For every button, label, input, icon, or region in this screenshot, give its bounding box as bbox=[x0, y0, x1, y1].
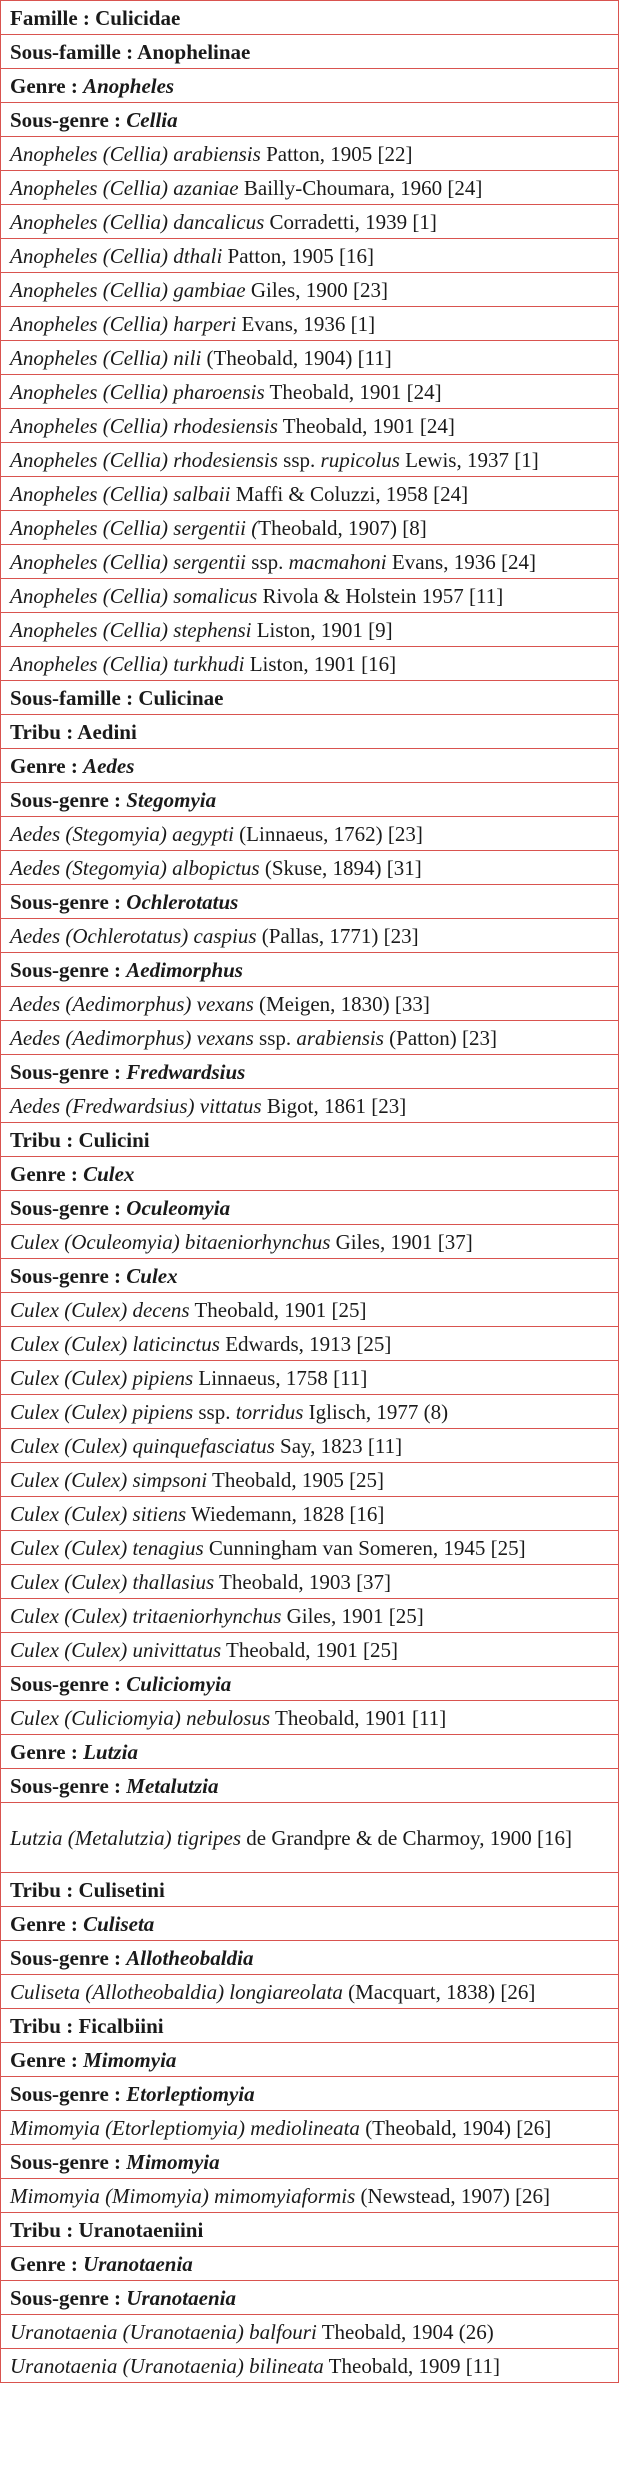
scientific-name: Aedes (Aedimorphus) vexans bbox=[10, 1025, 254, 1050]
taxon-header-cell bbox=[1, 1667, 619, 1701]
authority-citation: Wiedemann, 1828 [16] bbox=[186, 1501, 385, 1526]
authority-citation: de Grandpre & de Charmoy, 1900 [16] bbox=[241, 1825, 573, 1850]
authority-citation: Giles, 1901 [25] bbox=[281, 1603, 424, 1628]
species-cell bbox=[1, 2111, 619, 2145]
taxon-rank-label: Sous-genre : bbox=[10, 787, 127, 812]
species-row bbox=[1, 1599, 619, 1633]
scientific-name: Culex (Culex) decens bbox=[10, 1297, 190, 1322]
authority-citation: Theobald, 1901 [25] bbox=[221, 1637, 399, 1662]
scientific-name: Culex (Culex) tritaeniorhynchus bbox=[10, 1603, 282, 1628]
species-cell bbox=[1, 2179, 619, 2213]
taxon-header-cell bbox=[1, 1191, 619, 1225]
taxon-name: Etorleptiomyia bbox=[126, 2081, 255, 2106]
species-row bbox=[1, 511, 619, 545]
species-row bbox=[1, 137, 619, 171]
authority-citation: (Newstead, 1907) [26] bbox=[355, 2183, 551, 2208]
scientific-name: Anopheles (Cellia) dthali bbox=[10, 243, 223, 268]
taxon-header-cell bbox=[1, 2009, 619, 2043]
taxon-name: Culiseta bbox=[83, 1911, 155, 1936]
taxon-name: Aedimorphus bbox=[126, 957, 243, 982]
species-cell bbox=[1, 1395, 619, 1429]
taxon-rank-label: Tribu : Aedini bbox=[10, 719, 137, 744]
authority-citation: Theobald, 1903 [37] bbox=[214, 1569, 392, 1594]
species-row bbox=[1, 307, 619, 341]
taxon-rank-label: Sous-genre : bbox=[10, 1195, 127, 1220]
species-row bbox=[1, 1463, 619, 1497]
scientific-name: Uranotaenia (Uranotaenia) bilineata bbox=[10, 2353, 324, 2378]
authority-citation: Linnaeus, 1758 [11] bbox=[193, 1365, 368, 1390]
scientific-name: Anopheles (Cellia) stephensi bbox=[10, 617, 252, 642]
taxon-rank-label: Genre : bbox=[10, 1739, 84, 1764]
taxon-rank-label: Sous-genre : bbox=[10, 1945, 127, 1970]
taxon-rank-label: Genre : bbox=[10, 73, 84, 98]
species-cell bbox=[1, 1293, 619, 1327]
taxon-rank-label: Tribu : Ficalbiini bbox=[10, 2013, 164, 2038]
species-cell bbox=[1, 205, 619, 239]
species-row bbox=[1, 1395, 619, 1429]
taxon-header-row bbox=[1, 1735, 619, 1769]
taxon-header-cell bbox=[1, 2281, 619, 2315]
taxon-name: Culiciomyia bbox=[126, 1671, 232, 1696]
authority-citation: ssp. bbox=[253, 1025, 297, 1050]
taxon-header-cell bbox=[1, 2043, 619, 2077]
scientific-name: Culex (Culex) tenagius bbox=[10, 1535, 204, 1560]
species-cell bbox=[1, 375, 619, 409]
authority-citation: (Pallas, 1771) [23] bbox=[256, 923, 419, 948]
taxon-header-row bbox=[1, 103, 619, 137]
scientific-name: Culex (Culex) pipiens bbox=[10, 1365, 194, 1390]
taxon-name: Anopheles bbox=[83, 73, 175, 98]
species-row bbox=[1, 1429, 619, 1463]
scientific-name: Anopheles (Cellia) harperi bbox=[10, 311, 237, 336]
taxon-header-row bbox=[1, 1941, 619, 1975]
taxon-header-cell bbox=[1, 681, 619, 715]
taxon-rank-label: Sous-genre : bbox=[10, 1059, 127, 1084]
species-row bbox=[1, 1701, 619, 1735]
taxon-header-row bbox=[1, 783, 619, 817]
scientific-name: Aedes (Stegomyia) albopictus bbox=[10, 855, 260, 880]
taxon-header-row bbox=[1, 2043, 619, 2077]
authority-citation: Bigot, 1861 [23] bbox=[261, 1093, 407, 1118]
taxon-header-cell bbox=[1, 1907, 619, 1941]
taxon-header-cell bbox=[1, 715, 619, 749]
scientific-name: Anopheles (Cellia) sergentii bbox=[10, 549, 247, 574]
taxon-header-row bbox=[1, 715, 619, 749]
scientific-name: Anopheles (Cellia) salbaii bbox=[10, 481, 231, 506]
taxon-name: Fredwardsius bbox=[126, 1059, 246, 1084]
species-cell bbox=[1, 647, 619, 681]
species-cell bbox=[1, 1599, 619, 1633]
taxon-header-cell bbox=[1, 1735, 619, 1769]
authority-citation: Theobald, 1907) [8] bbox=[258, 515, 427, 540]
species-row bbox=[1, 2349, 619, 2383]
species-row bbox=[1, 1089, 619, 1123]
scientific-name: Lutzia (Metalutzia) tigripes bbox=[10, 1825, 241, 1850]
taxon-rank-label: Sous-genre : bbox=[10, 889, 127, 914]
authority-citation: Theobald, 1904 (26) bbox=[316, 2319, 494, 2344]
species-cell bbox=[1, 987, 619, 1021]
taxon-name: Oculeomyia bbox=[126, 1195, 231, 1220]
species-row bbox=[1, 987, 619, 1021]
species-row bbox=[1, 409, 619, 443]
scientific-name: Anopheles (Cellia) pharoensis bbox=[10, 379, 265, 404]
taxon-rank-label: Sous-genre : bbox=[10, 1671, 127, 1696]
scientific-name: Anopheles (Cellia) azaniae bbox=[10, 175, 239, 200]
scientific-name: Mimomyia (Mimomyia) mimomyiaformis bbox=[10, 2183, 356, 2208]
taxon-header-row bbox=[1, 2009, 619, 2043]
species-row bbox=[1, 171, 619, 205]
scientific-name: Culex (Culiciomyia) nebulosus bbox=[10, 1705, 271, 1730]
authority-citation: Say, 1823 [11] bbox=[274, 1433, 403, 1458]
taxon-header-cell bbox=[1, 1157, 619, 1191]
authority-citation: Corradetti, 1939 [1] bbox=[264, 209, 437, 234]
taxon-header-cell bbox=[1, 749, 619, 783]
taxon-header-cell bbox=[1, 1873, 619, 1907]
authority-citation: ssp. bbox=[193, 1399, 236, 1424]
authority-citation: ssp. bbox=[277, 447, 321, 472]
species-row bbox=[1, 2179, 619, 2213]
taxon-header-row bbox=[1, 1667, 619, 1701]
scientific-name: Culex (Culex) pipiens bbox=[10, 1399, 194, 1424]
scientific-name: Aedes (Fredwardsius) vittatus bbox=[10, 1093, 262, 1118]
authority-citation: Bailly-Choumara, 1960 [24] bbox=[238, 175, 483, 200]
taxon-rank-label: Genre : bbox=[10, 1911, 84, 1936]
scientific-name: arabiensis bbox=[296, 1025, 384, 1050]
authority-citation: Theobald, 1909 [11] bbox=[323, 2353, 500, 2378]
scientific-name: Mimomyia (Etorleptiomyia) mediolineata bbox=[10, 2115, 360, 2140]
species-cell bbox=[1, 1633, 619, 1667]
species-cell bbox=[1, 137, 619, 171]
taxon-name: Cellia bbox=[126, 107, 178, 132]
species-row bbox=[1, 477, 619, 511]
species-cell bbox=[1, 443, 619, 477]
taxon-name: Mimomyia bbox=[83, 2047, 177, 2072]
authority-citation: (Macquart, 1838) [26] bbox=[342, 1979, 536, 2004]
species-cell bbox=[1, 1225, 619, 1259]
species-cell bbox=[1, 307, 619, 341]
scientific-name: Culex (Culex) thallasius bbox=[10, 1569, 215, 1594]
taxon-name: Ochlerotatus bbox=[126, 889, 239, 914]
taxon-rank-label: Sous-famille : Culicinae bbox=[10, 685, 224, 710]
species-row bbox=[1, 2315, 619, 2349]
scientific-name: Culex (Oculeomyia) bitaeniorhynchus bbox=[10, 1229, 331, 1254]
species-cell bbox=[1, 171, 619, 205]
taxon-header-row bbox=[1, 1055, 619, 1089]
species-row bbox=[1, 1293, 619, 1327]
taxon-rank-label: Sous-genre : bbox=[10, 2081, 127, 2106]
taxon-rank-label: Genre : bbox=[10, 753, 84, 778]
taxon-header-cell bbox=[1, 2145, 619, 2179]
scientific-name: Anopheles (Cellia) gambiae bbox=[10, 277, 246, 302]
taxon-header-row bbox=[1, 681, 619, 715]
taxon-header-cell bbox=[1, 2247, 619, 2281]
authority-citation: Giles, 1900 [23] bbox=[245, 277, 388, 302]
species-cell bbox=[1, 1463, 619, 1497]
species-row bbox=[1, 1225, 619, 1259]
authority-citation: Rivola & Holstein 1957 [11] bbox=[257, 583, 504, 608]
authority-citation: Cunningham van Someren, 1945 [25] bbox=[203, 1535, 526, 1560]
species-cell bbox=[1, 1021, 619, 1055]
species-cell bbox=[1, 511, 619, 545]
scientific-name: Culex (Culex) laticinctus bbox=[10, 1331, 220, 1356]
taxon-rank-label: Tribu : Culicini bbox=[10, 1127, 150, 1152]
scientific-name: Culiseta (Allotheobaldia) longiareolata bbox=[10, 1979, 343, 2004]
taxon-header-cell bbox=[1, 953, 619, 987]
taxon-header-cell bbox=[1, 103, 619, 137]
species-cell bbox=[1, 1429, 619, 1463]
authority-citation: Giles, 1901 [37] bbox=[330, 1229, 473, 1254]
scientific-name: Culex (Culex) sitiens bbox=[10, 1501, 187, 1526]
taxon-rank-label: Genre : bbox=[10, 2047, 84, 2072]
species-cell bbox=[1, 239, 619, 273]
species-row bbox=[1, 851, 619, 885]
taxon-header-cell bbox=[1, 35, 619, 69]
taxon-header-row bbox=[1, 69, 619, 103]
taxon-header-cell bbox=[1, 2213, 619, 2247]
taxon-header-row bbox=[1, 953, 619, 987]
authority-citation: Patton, 1905 [16] bbox=[222, 243, 374, 268]
species-cell bbox=[1, 579, 619, 613]
taxon-header-row bbox=[1, 1191, 619, 1225]
species-row bbox=[1, 817, 619, 851]
species-cell bbox=[1, 1701, 619, 1735]
taxon-rank-label: Famille : Culicidae bbox=[10, 5, 181, 30]
species-cell bbox=[1, 1497, 619, 1531]
scientific-name: Anopheles (Cellia) somalicus bbox=[10, 583, 258, 608]
taxon-header-cell bbox=[1, 1769, 619, 1803]
authority-citation: Edwards, 1913 [25] bbox=[219, 1331, 392, 1356]
species-row bbox=[1, 1531, 619, 1565]
species-row bbox=[1, 1975, 619, 2009]
taxon-rank-label: Sous-genre : bbox=[10, 1263, 127, 1288]
authority-citation: Evans, 1936 [24] bbox=[386, 549, 536, 574]
taxon-header-row bbox=[1, 2213, 619, 2247]
species-row bbox=[1, 579, 619, 613]
taxon-name: Mimomyia bbox=[126, 2149, 220, 2174]
species-row bbox=[1, 375, 619, 409]
species-cell bbox=[1, 1565, 619, 1599]
taxon-header-cell bbox=[1, 69, 619, 103]
scientific-name: Anopheles (Cellia) rhodesiensis bbox=[10, 413, 278, 438]
taxon-name: Uranotaenia bbox=[83, 2251, 193, 2276]
species-row bbox=[1, 613, 619, 647]
species-row bbox=[1, 1633, 619, 1667]
taxon-header-row bbox=[1, 1, 619, 35]
taxon-header-row bbox=[1, 35, 619, 69]
taxon-name: Stegomyia bbox=[126, 787, 217, 812]
species-row bbox=[1, 1021, 619, 1055]
species-cell bbox=[1, 1327, 619, 1361]
authority-citation: (Patton) [23] bbox=[383, 1025, 498, 1050]
species-cell bbox=[1, 919, 619, 953]
authority-citation: Lewis, 1937 [1] bbox=[399, 447, 539, 472]
species-row bbox=[1, 919, 619, 953]
authority-citation: Theobald, 1901 [24] bbox=[264, 379, 442, 404]
taxon-header-row bbox=[1, 1157, 619, 1191]
taxon-rank-label: Sous-genre : bbox=[10, 957, 127, 982]
scientific-name: Uranotaenia (Uranotaenia) balfouri bbox=[10, 2319, 317, 2344]
authority-citation: Theobald, 1905 [25] bbox=[207, 1467, 385, 1492]
species-row bbox=[1, 2111, 619, 2145]
taxon-name: Uranotaenia bbox=[126, 2285, 236, 2310]
authority-citation: (Linnaeus, 1762) [23] bbox=[233, 821, 423, 846]
taxon-rank-label: Sous-genre : bbox=[10, 2285, 127, 2310]
taxon-header-cell bbox=[1, 1, 619, 35]
scientific-name: Aedes (Aedimorphus) vexans bbox=[10, 991, 254, 1016]
scientific-name: macmahoni bbox=[288, 549, 387, 574]
taxon-rank-label: Sous-famille : Anophelinae bbox=[10, 39, 251, 64]
taxon-name: Metalutzia bbox=[126, 1773, 219, 1798]
taxon-rank-label: Sous-genre : bbox=[10, 2149, 127, 2174]
species-row bbox=[1, 205, 619, 239]
species-cell bbox=[1, 1361, 619, 1395]
authority-citation: (Theobald, 1904) [26] bbox=[359, 2115, 552, 2140]
authority-citation: Patton, 1905 [22] bbox=[260, 141, 413, 166]
species-row bbox=[1, 647, 619, 681]
taxon-header-cell bbox=[1, 1941, 619, 1975]
taxon-rank-label: Sous-genre : bbox=[10, 1773, 127, 1798]
taxon-header-row bbox=[1, 2247, 619, 2281]
scientific-name: Anopheles (Cellia) turkhudi bbox=[10, 651, 245, 676]
species-cell bbox=[1, 1089, 619, 1123]
authority-citation: (Theobald, 1904) [11] bbox=[201, 345, 392, 370]
taxon-header-cell bbox=[1, 783, 619, 817]
taxon-name: Aedes bbox=[83, 753, 135, 778]
taxon-name: Lutzia bbox=[83, 1739, 138, 1764]
taxon-name: Allotheobaldia bbox=[126, 1945, 254, 1970]
species-row bbox=[1, 1497, 619, 1531]
species-cell bbox=[1, 2315, 619, 2349]
taxon-name: Culex bbox=[126, 1263, 178, 1288]
species-row bbox=[1, 545, 619, 579]
scientific-name: Anopheles (Cellia) arabiensis bbox=[10, 141, 261, 166]
taxon-header-row bbox=[1, 1259, 619, 1293]
species-cell bbox=[1, 477, 619, 511]
scientific-name: Aedes (Ochlerotatus) caspius bbox=[10, 923, 257, 948]
scientific-name: Anopheles (Cellia) sergentii ( bbox=[10, 515, 259, 540]
species-cell bbox=[1, 1803, 619, 1873]
scientific-name: Aedes (Stegomyia) aegypti bbox=[10, 821, 234, 846]
authority-citation: Maffi & Coluzzi, 1958 [24] bbox=[230, 481, 469, 506]
species-row bbox=[1, 1361, 619, 1395]
taxon-header-cell bbox=[1, 1259, 619, 1293]
species-cell bbox=[1, 613, 619, 647]
species-cell bbox=[1, 2349, 619, 2383]
taxonomy-table-body bbox=[1, 1, 619, 2383]
scientific-name: Culex (Culex) univittatus bbox=[10, 1637, 222, 1662]
taxon-header-cell bbox=[1, 1055, 619, 1089]
species-row bbox=[1, 1565, 619, 1599]
taxon-rank-label: Genre : bbox=[10, 2251, 84, 2276]
taxon-header-row bbox=[1, 1123, 619, 1157]
authority-citation: Evans, 1936 [1] bbox=[236, 311, 376, 336]
taxon-header-row bbox=[1, 2145, 619, 2179]
taxon-rank-label: Tribu : Uranotaeniini bbox=[10, 2217, 204, 2242]
species-row bbox=[1, 341, 619, 375]
scientific-name: Anopheles (Cellia) nili bbox=[10, 345, 202, 370]
taxon-rank-label: Sous-genre : bbox=[10, 107, 127, 132]
species-cell bbox=[1, 1975, 619, 2009]
species-row bbox=[1, 273, 619, 307]
scientific-name: Culex (Culex) simpsoni bbox=[10, 1467, 208, 1492]
scientific-name: torridus bbox=[235, 1399, 304, 1424]
taxon-header-row bbox=[1, 1907, 619, 1941]
species-row bbox=[1, 239, 619, 273]
species-row bbox=[1, 1803, 619, 1873]
species-cell bbox=[1, 341, 619, 375]
species-cell bbox=[1, 1531, 619, 1565]
taxon-rank-label: Tribu : Culisetini bbox=[10, 1877, 165, 1902]
species-row bbox=[1, 443, 619, 477]
authority-citation: Theobald, 1901 [24] bbox=[277, 413, 455, 438]
authority-citation: Iglisch, 1977 (8) bbox=[303, 1399, 449, 1424]
taxon-header-cell bbox=[1, 885, 619, 919]
taxon-name: Culex bbox=[83, 1161, 135, 1186]
authority-citation: ssp. bbox=[246, 549, 289, 574]
authority-citation: Theobald, 1901 [11] bbox=[270, 1705, 447, 1730]
authority-citation: (Skuse, 1894) [31] bbox=[259, 855, 422, 880]
taxon-header-row bbox=[1, 2281, 619, 2315]
species-cell bbox=[1, 851, 619, 885]
species-cell bbox=[1, 545, 619, 579]
taxon-header-row bbox=[1, 2077, 619, 2111]
authority-citation: Theobald, 1901 [25] bbox=[189, 1297, 367, 1322]
species-row bbox=[1, 1327, 619, 1361]
scientific-name: Anopheles (Cellia) rhodesiensis bbox=[10, 447, 278, 472]
taxon-header-cell bbox=[1, 2077, 619, 2111]
scientific-name: Culex (Culex) quinquefasciatus bbox=[10, 1433, 275, 1458]
scientific-name: Anopheles (Cellia) dancalicus bbox=[10, 209, 265, 234]
authority-citation: Liston, 1901 [16] bbox=[244, 651, 397, 676]
taxon-rank-label: Genre : bbox=[10, 1161, 84, 1186]
taxon-header-row bbox=[1, 1873, 619, 1907]
taxon-header-cell bbox=[1, 1123, 619, 1157]
scientific-name: rupicolus bbox=[320, 447, 400, 472]
taxon-header-row bbox=[1, 749, 619, 783]
species-cell bbox=[1, 817, 619, 851]
taxon-header-row bbox=[1, 885, 619, 919]
taxon-header-row bbox=[1, 1769, 619, 1803]
authority-citation: (Meigen, 1830) [33] bbox=[253, 991, 430, 1016]
species-cell bbox=[1, 273, 619, 307]
authority-citation: Liston, 1901 [9] bbox=[251, 617, 393, 642]
species-cell bbox=[1, 409, 619, 443]
